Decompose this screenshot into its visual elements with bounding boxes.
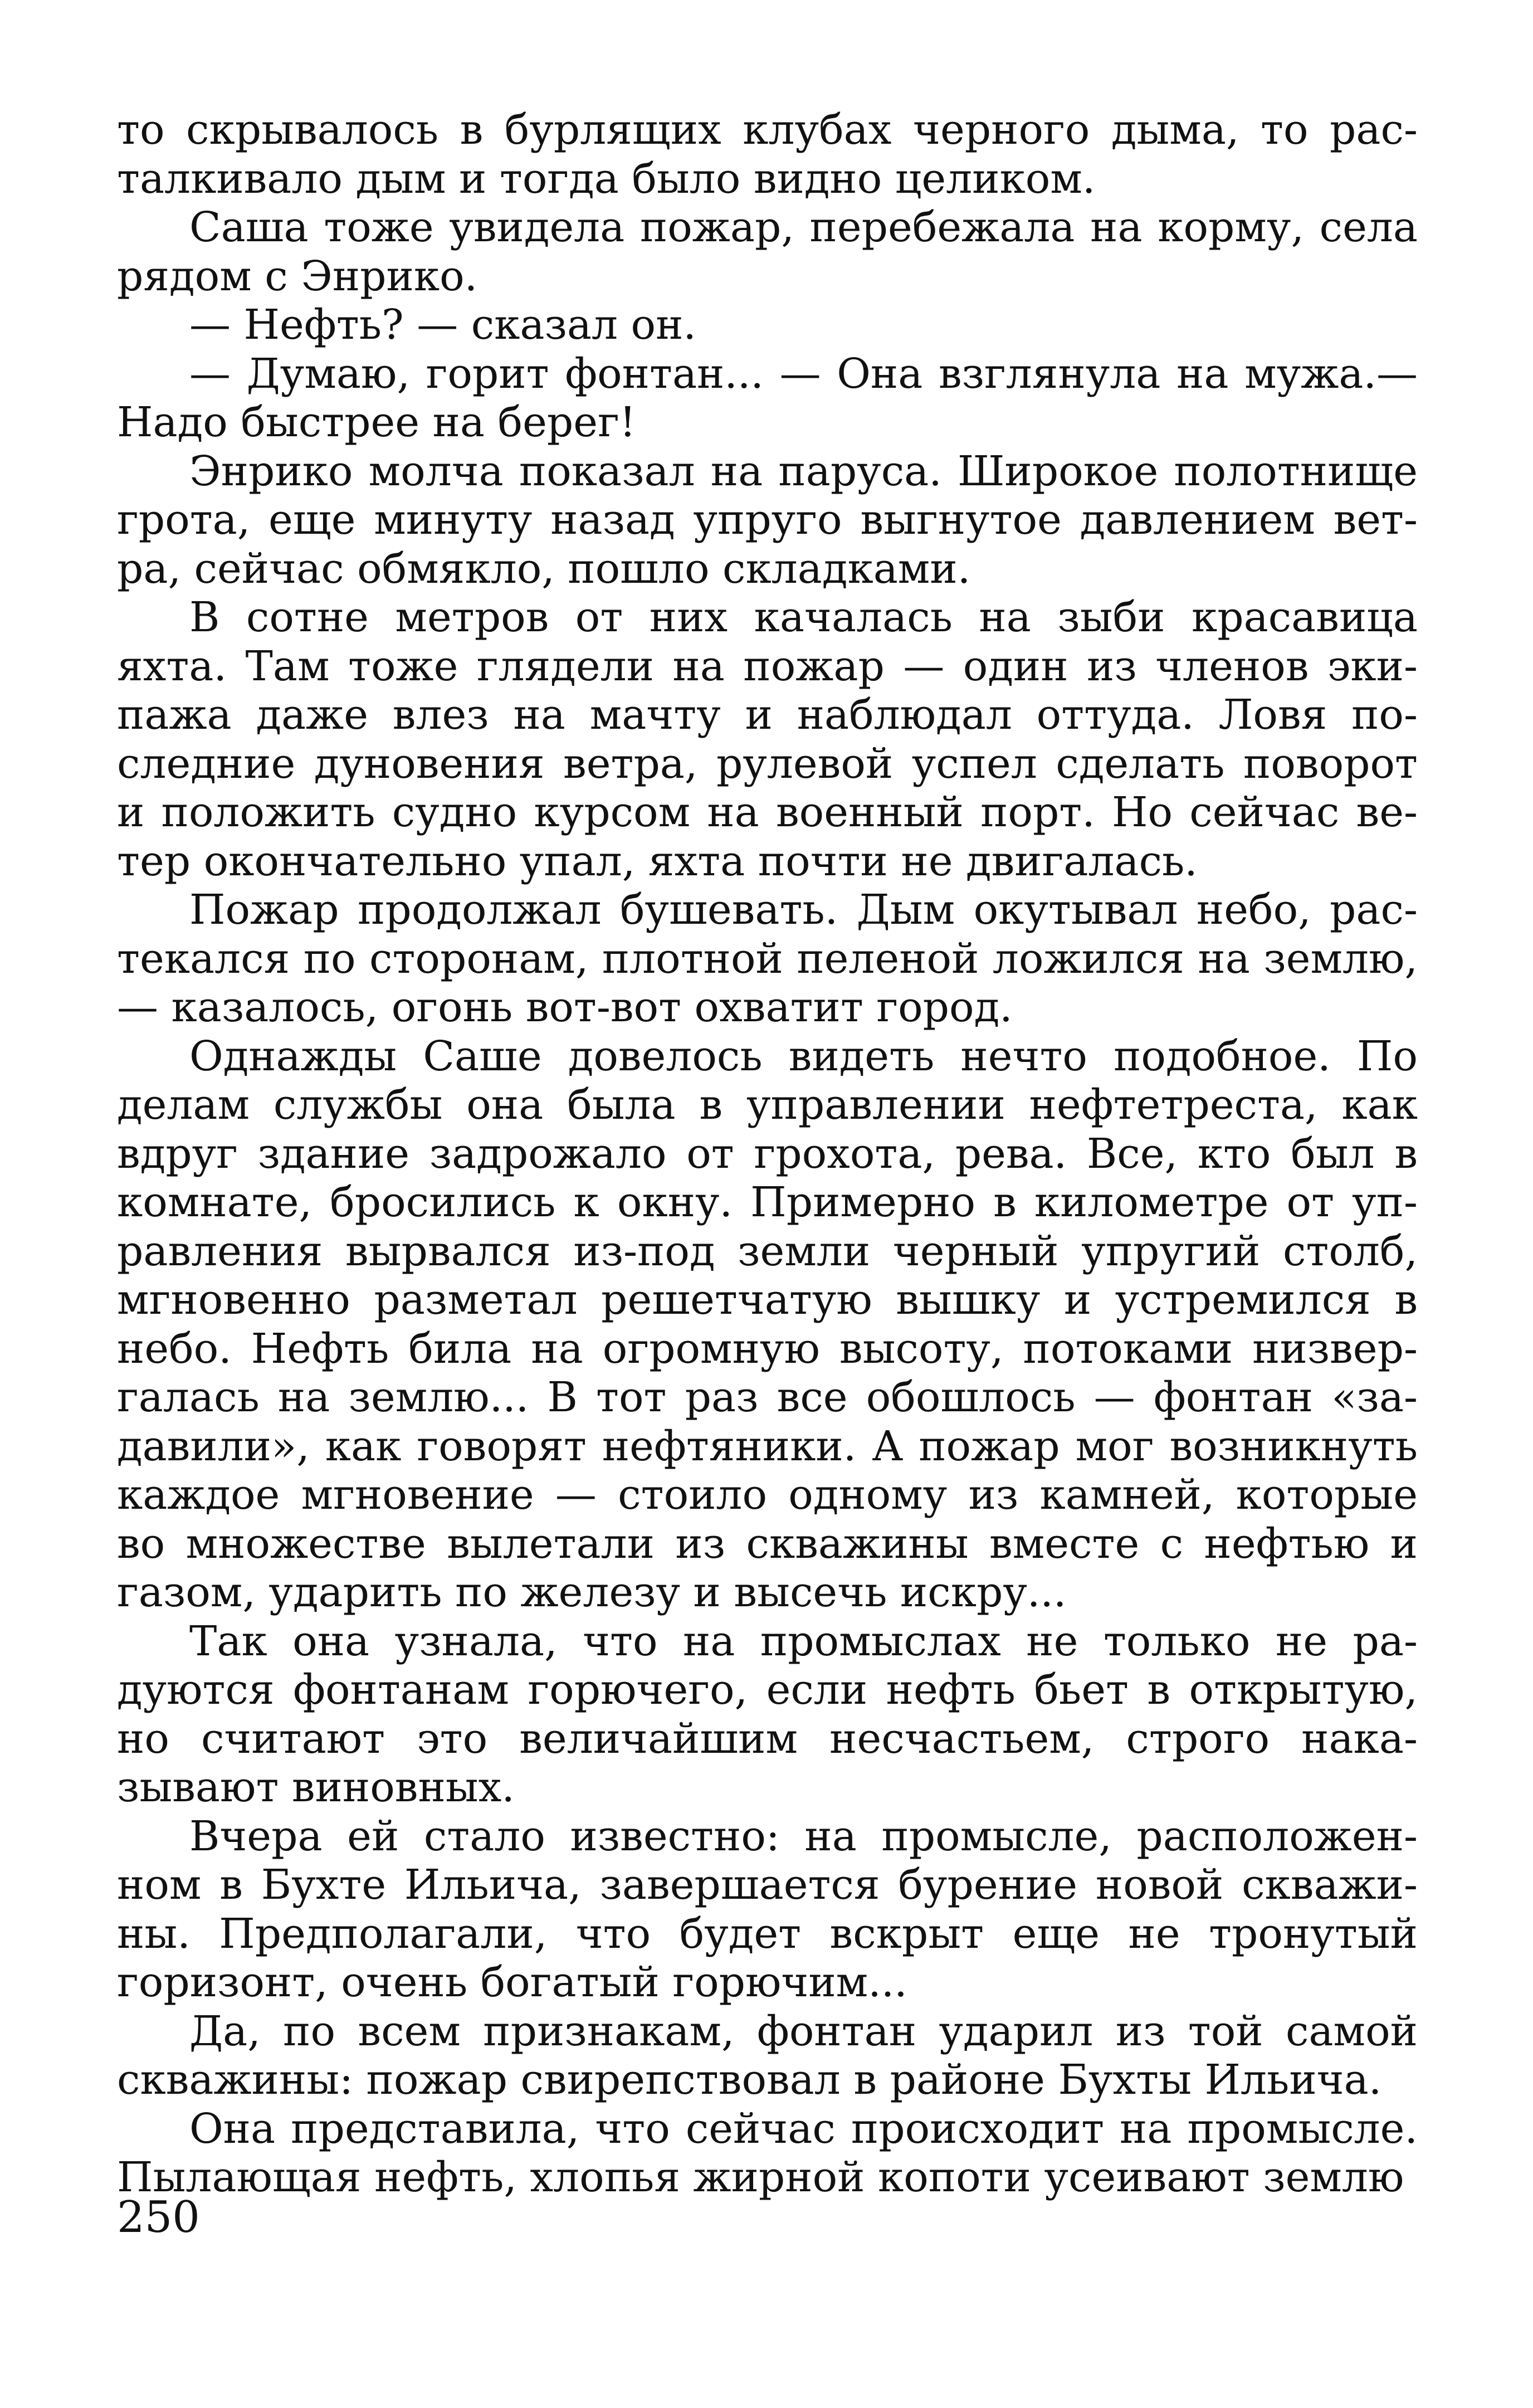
paragraph-11: Да, по всем признакам, фонтан ударил из той самой скважины: пожар свирепствовал в районе Бухты Ильича. <box>117 2007 1418 2104</box>
page-number: 250 <box>117 2192 200 2243</box>
paragraph-9: Так она узнала, что на промыслах не только не радуются фонтанам горючего, если нефть бьет в открытую, но считают это величайшим несчастьем, строго наказывают виновных. <box>117 1617 1418 1811</box>
paragraph-10: Вчера ей стало известно: на промысле, расположенном в Бухте Ильича, завершается бурение новой скважины. Предполагали, что будет вскрыт еще не тронутый горизонт, очень богатый горючим... <box>117 1812 1418 2006</box>
paragraph-12: Она представила, что сейчас происходит на промысле. Пылающая нефть, хлопья жирной копоти усеивают землю <box>117 2104 1418 2201</box>
paragraph-5: Энрико молча показал на паруса. Широкое полотнище грота, еще минуту назад упруго выгнутое давлением ветра, сейчас обмякло, пошло складками. <box>117 447 1418 593</box>
paragraph-6: В сотне метров от них качалась на зыби красавица яхта. Там тоже глядели на пожар — один из членов экипажа даже влез на мачту и наблюдал оттуда. Ловя последние дуновения ветра, рулевой успел сделать поворот и положить судно курсом на военный порт. Но сейчас ветер окончательно упал, яхта почти не двигалась. <box>117 593 1418 885</box>
body-text <box>117 106 1418 2202</box>
paragraph-2: Саша тоже увидела пожар, перебежала на корму, села рядом с Энрико. <box>117 203 1418 300</box>
paragraph-1: то скрывалось в бурлящих клубах черного дыма, то расталкивало дым и тогда было видно целиком. <box>117 106 1418 203</box>
paragraph-4: — Думаю, горит фонтан... — Она взглянула на мужа.— Надо быстрее на берег! <box>117 349 1418 446</box>
paragraph-7: Пожар продолжал бушевать. Дым окутывал небо, растекался по сторонам, плотной пеленой ложился на землю, — казалось, огонь вот-вот охватит город. <box>117 886 1418 1031</box>
paragraph-8: Однажды Саше довелось видеть нечто подобное. По делам службы она была в управлении нефтетреста, как вдруг здание задрожало от грохота, рева. Все, кто был в комнате, бросились к окну. Примерно в километре от управления вырвался из-под земли черный упругий столб, мгновенно разметал решетчатую вышку и устремился в небо. Нефть била на огромную высоту, потоками низвергалась на землю... В тот раз все обошлось — фонтан «задавили», как говорят нефтяники. А пожар мог возникнуть каждое мгновение — стоило одному из камней, которые во множестве вылетали из скважины вместе с нефтью и газом, ударить по железу и высечь искру... <box>117 1032 1418 1616</box>
paragraph-3: — Нефть? — сказал он. <box>189 301 696 349</box>
